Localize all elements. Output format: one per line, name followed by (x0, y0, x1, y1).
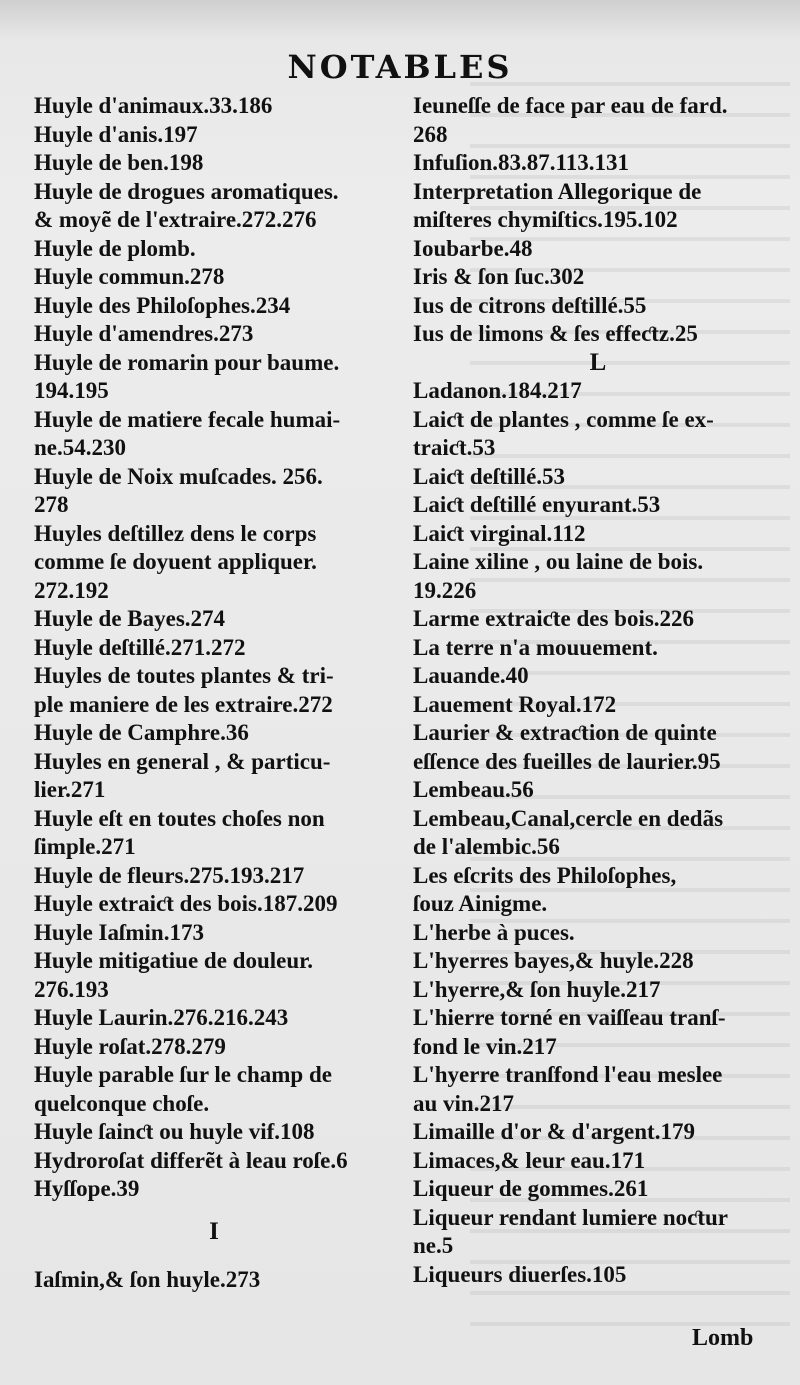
index-entry: Huyle de matiere fecale humai- (34, 406, 341, 432)
index-entry: lier.271 (34, 777, 106, 802)
index-entry: Huyle de ben.198 (34, 150, 204, 175)
index-entry: Ioubarbe.48 (413, 235, 533, 261)
index-entry: Huyle commun.278 (34, 264, 225, 289)
index-entry: Huyle deſtillé.271.272 (34, 634, 246, 660)
index-entry: Infuſion.83.87.113.131 (413, 150, 629, 175)
index-entry: ple maniere de les extraire.272 (34, 691, 333, 717)
index-entry: 278 (34, 492, 69, 517)
index-entry: L'herbe à puces. (413, 919, 575, 945)
index-entry: miſteres chymiſtics.195.102 (413, 207, 678, 232)
index-entry: Huyle Iaſmin.173 (34, 919, 204, 945)
index-entry: Hyſſope.39 (34, 1176, 140, 1201)
catchword: Lomb (692, 1325, 754, 1351)
index-entry: Interpretation Allegorique de (413, 178, 702, 204)
index-entry: Liqueur rendant lumiere noƈtur (413, 1204, 728, 1230)
index-entry: L'hierre torné en vaiſſeau tranſ- (413, 1005, 726, 1030)
index-entry: Huyle de drogues aromatiques. (34, 178, 339, 204)
index-entry: Huyle roſat.278.279 (34, 1033, 226, 1059)
index-entry: Ieuneſſe de face par eau de fard. (413, 93, 728, 118)
index-entry: Laine xiline , ou laine de bois. (413, 549, 704, 574)
index-entry: L'hyerre tranſfond l'eau meslee (413, 1062, 723, 1087)
index-entry: Limaille d'or & d'argent.179 (413, 1119, 695, 1144)
index-entry: Huyle d'amendres.273 (34, 321, 254, 346)
index-entry: & moyẽ de l'extraire.272.276 (34, 207, 317, 232)
index-entry: de l'alembic.56 (413, 834, 560, 859)
index-entry: Huyle de romarin pour baume. (34, 349, 340, 375)
index-entry: Larme extraiƈte des bois.226 (413, 606, 695, 631)
index-entry: ne.54.230 (34, 435, 126, 460)
index-entry: Ladanon.184.217 (413, 378, 582, 403)
index-entry: Huyle de Bayes.274 (34, 606, 226, 631)
index-entry: Laurier & extraƈtion de quinte (413, 720, 717, 745)
index-entry: comme ſe doyuent appliquer. (34, 549, 317, 574)
index-entry: 19.226 (413, 577, 477, 603)
index-entry: fond le vin.217 (413, 1033, 557, 1059)
page-title: NOTABLES (287, 48, 513, 86)
index-entry: 194.195 (34, 378, 109, 403)
index-entry: Lembeau.56 (413, 777, 534, 802)
index-entry: Laiƈt de plantes , comme ſe ex- (413, 406, 714, 432)
index-entry: Huyles deſtillez dens le corps (34, 520, 317, 546)
index-entry: Huyle de Noix muſcades. 256. (34, 463, 323, 489)
index-entry: Huyle de fleurs.275.193.217 (34, 862, 305, 888)
index-entry: Huyle des Philoſophes.234 (34, 292, 291, 318)
index-entry: ſouz Ainigme. (413, 891, 548, 916)
left-index-column (34, 92, 394, 1295)
index-entry: Ius de limons & ſes effeƈtz.25 (413, 321, 698, 346)
index-entry: Huyle parable ſur le champ de (34, 1062, 332, 1087)
index-entry: ſimple.271 (34, 834, 136, 859)
index-entry: Huyles de toutes plantes & tri- (34, 663, 334, 688)
right-after-entries (413, 377, 783, 1289)
section-letter-l: L (589, 348, 607, 376)
index-entry: Les eſcrits des Philoſophes, (413, 862, 677, 888)
index-entry: L'hyerre,& ſon huyle.217 (413, 976, 661, 1002)
index-entry: 272.192 (34, 577, 109, 603)
index-entry: Iris & ſon ſuc.302 (413, 264, 585, 289)
index-entry: Huyle d'animaux.33.186 (34, 93, 273, 118)
index-entry: Huyle de Camphre.36 (34, 720, 249, 745)
section-letter-i: I (209, 1217, 219, 1245)
index-entry: Huyle de plomb. (34, 235, 196, 261)
left-after-entries (34, 1266, 394, 1295)
index-entry: Liqueur de gommes.261 (413, 1176, 649, 1201)
index-entry: L'hyerres bayes,& huyle.228 (413, 948, 694, 973)
right-index-column (413, 92, 783, 1289)
index-entry: Ius de citrons deſtillé.55 (413, 292, 647, 318)
index-entry: Huyle extraiƈt des bois.187.209 (34, 891, 338, 916)
index-entry: Iaſmin,& ſon huyle.273 (34, 1267, 261, 1292)
index-entry: traiƈt.53 (413, 435, 496, 460)
index-entry: ne.5 (413, 1233, 454, 1258)
index-entry: Lauement Royal.172 (413, 691, 617, 717)
index-entry: Huyle Laurin.276.216.243 (34, 1005, 289, 1030)
index-entry: Huyle d'anis.197 (34, 121, 198, 147)
index-entry: au vin.217 (413, 1090, 514, 1116)
index-entry: Huyles en general , & particu- (34, 748, 331, 774)
index-entry: Huyle eſt en toutes choſes non (34, 805, 325, 831)
index-entry: Hydroroſat differẽt à leau roſe.6 (34, 1147, 348, 1173)
index-entry: Laiƈt virginal.112 (413, 520, 586, 546)
index-entry: 268 (413, 121, 448, 147)
index-entry: quelconque choſe. (34, 1090, 210, 1116)
index-entry: La terre n'a mouuement. (413, 634, 658, 660)
right-before-entries (413, 92, 783, 349)
index-entry: Lauande.40 (413, 663, 529, 688)
index-entry: Laiƈt deſtillé enyurant.53 (413, 492, 661, 517)
index-entry: Huyle ſainƈt ou huyle vif.108 (34, 1119, 315, 1144)
index-entry: 276.193 (34, 976, 109, 1002)
left-entries (34, 92, 394, 1204)
index-entry: eſſence des fueilles de laurier.95 (413, 748, 721, 774)
index-entry: Huyle mitigatiue de douleur. (34, 948, 313, 973)
index-entry: Laiƈt deſtillé.53 (413, 463, 566, 489)
index-entry: Lembeau,Canal,cercle en dedãs (413, 805, 724, 831)
index-entry: Limaces,& leur eau.171 (413, 1147, 646, 1173)
index-entry: Liqueurs diuerſes.105 (413, 1261, 627, 1287)
